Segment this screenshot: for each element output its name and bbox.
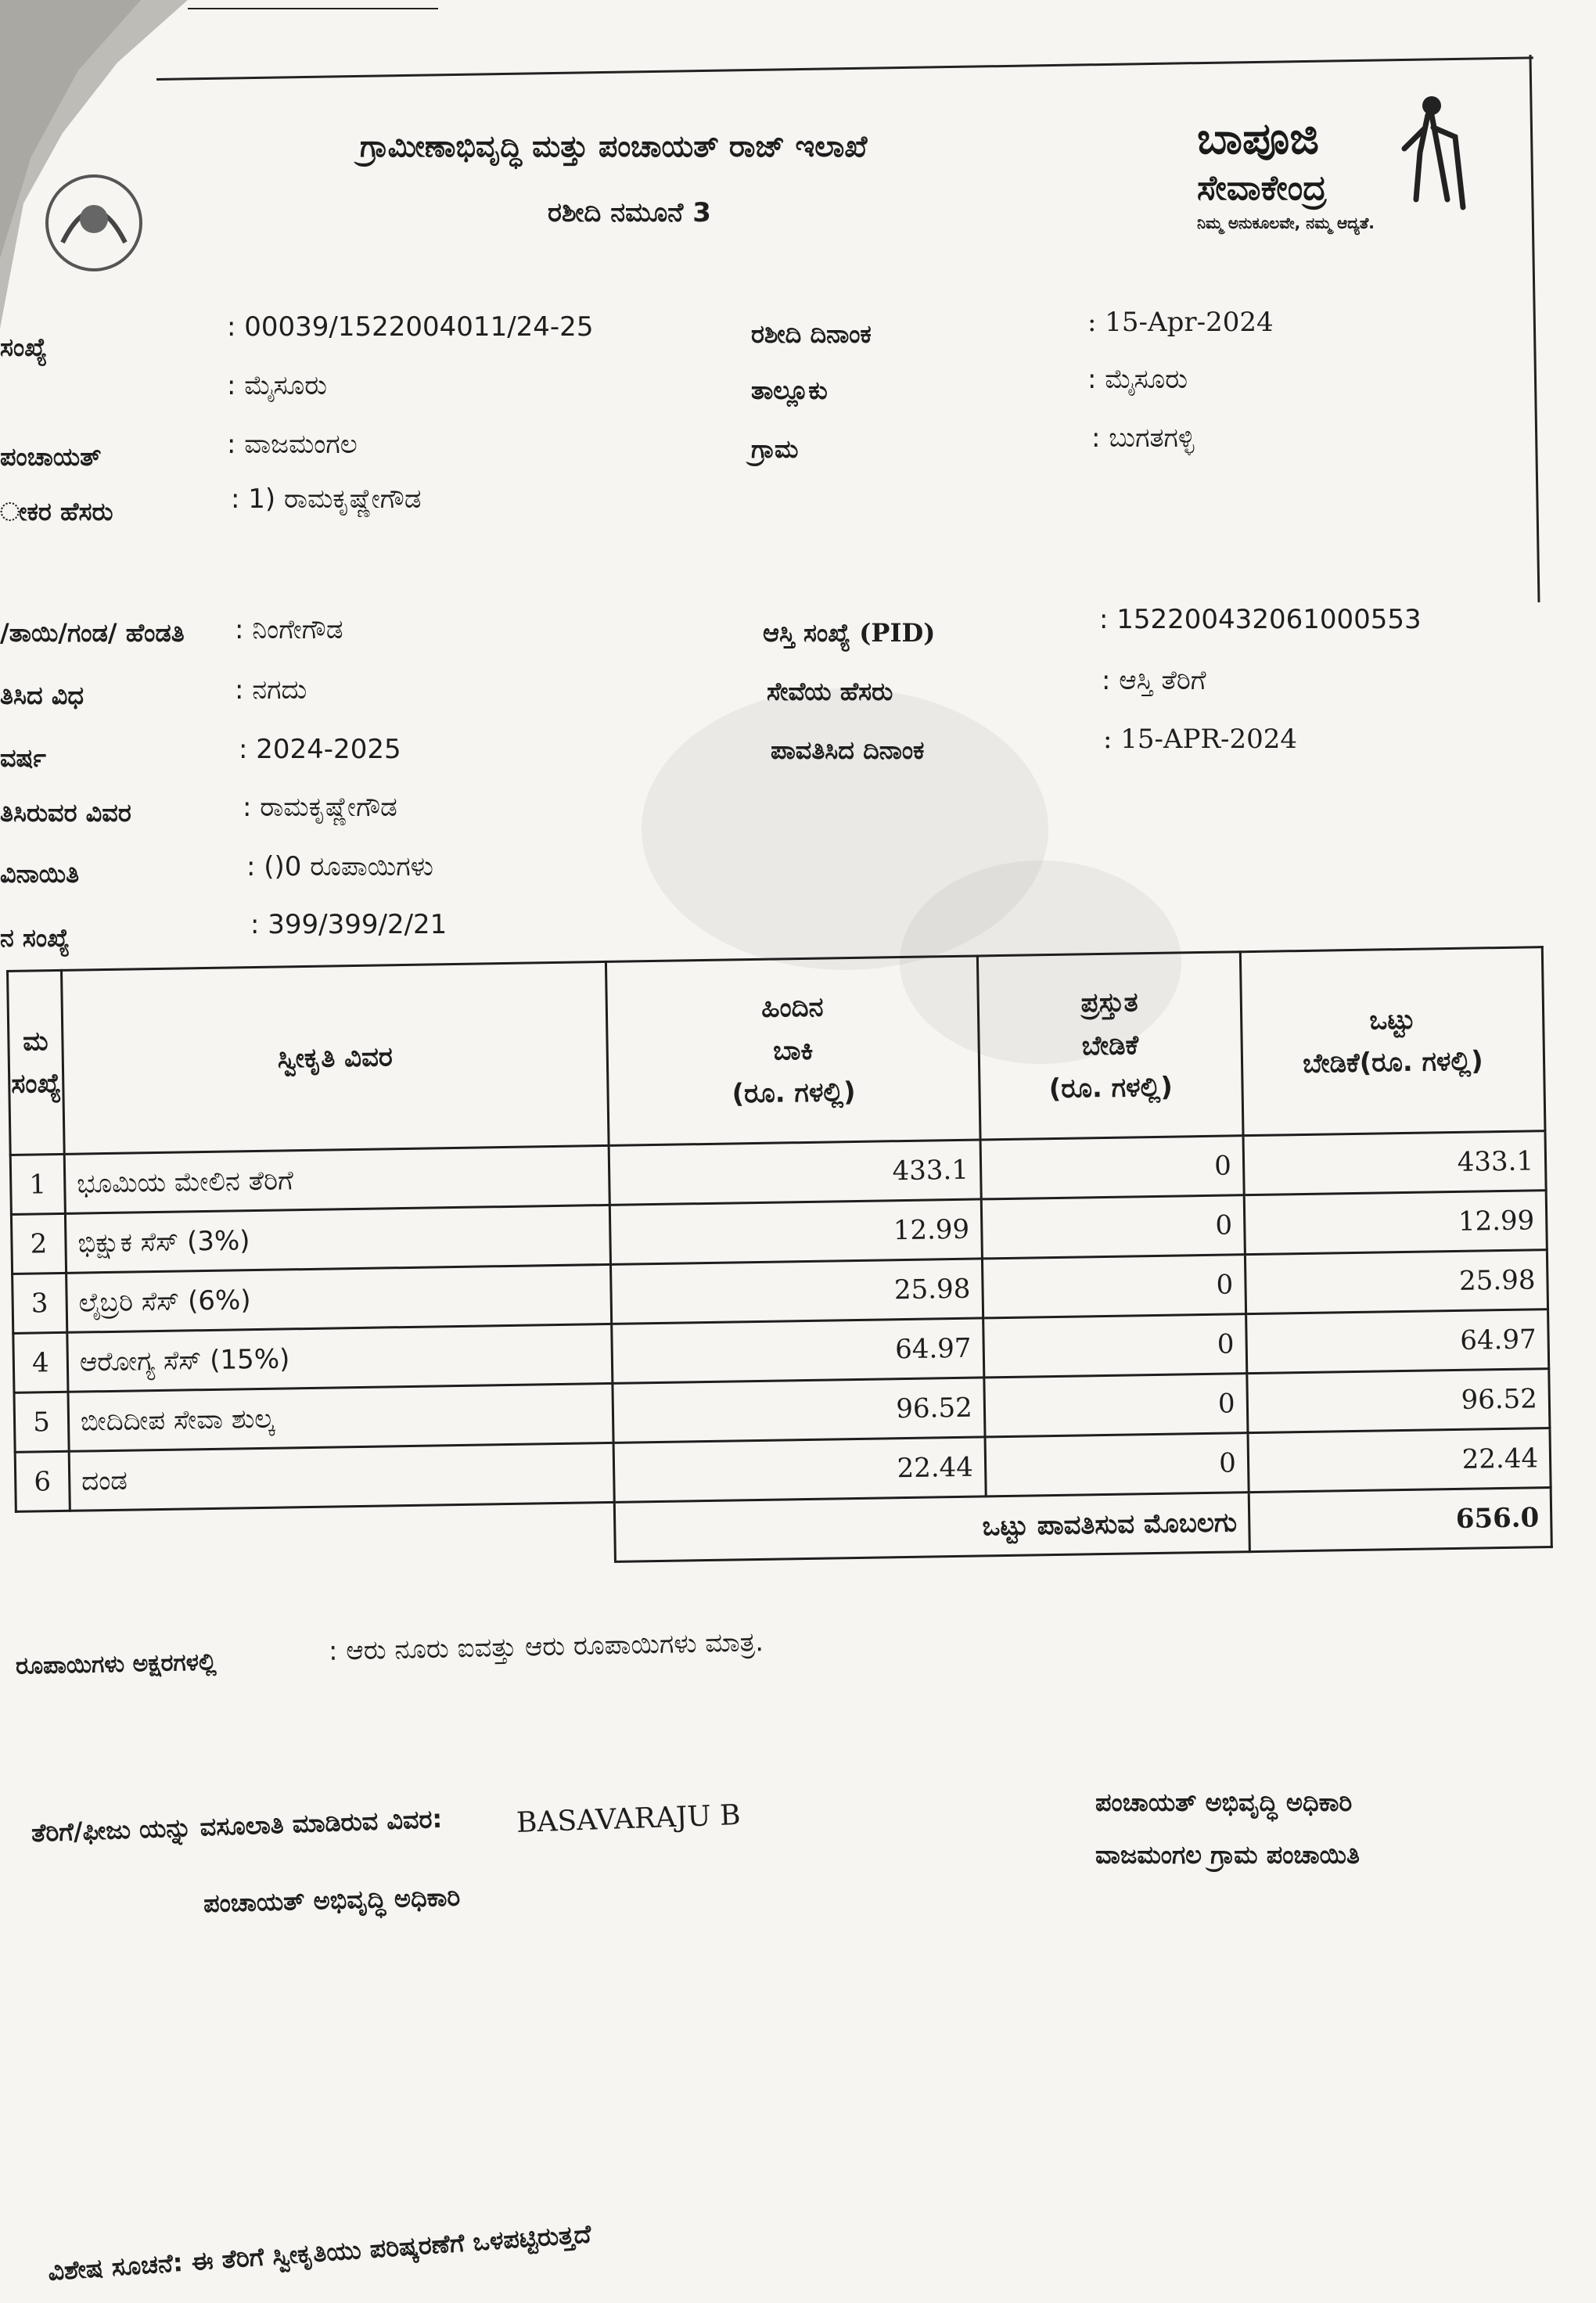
service-name-label: ಸೇವೆಯ ಹೆಸರು xyxy=(767,677,893,706)
payer-details-label: ತಿಸಿರುವರ ವಿವರ xyxy=(0,798,131,828)
row-current: 0 xyxy=(985,1433,1249,1496)
row-total: 64.97 xyxy=(1246,1310,1548,1374)
total-value: 656.0 xyxy=(1249,1488,1551,1552)
payer-name-value: : 1) ರಾಮಕೃಷ್ಣೇಗೌಡ xyxy=(231,483,422,515)
fee-table xyxy=(6,946,1553,1572)
row-current: 0 xyxy=(982,1255,1246,1318)
footer-note: ವಿಶೇಷ ಸೂಚನೆ: ಈ ತೆರಿಗೆ ಸ್ವೀಕೃತಿಯು ಪರಿಷ್ಕರಣೆಗೆ ಒಳಪಟ್ಟಿರುತ್ತದೆ xyxy=(47,2219,592,2287)
row-description: ಭೂಮಿಯ ಮೇಲಿನ ತೆರಿಗೆ xyxy=(64,1145,609,1213)
taluk-label: ತಾಲ್ಲೂಕು xyxy=(751,375,828,405)
row-serial: 3 xyxy=(13,1273,67,1333)
bapuji-logo xyxy=(1189,90,1471,246)
payer-name-label: ೕಕರ ಹೆಸರು xyxy=(0,497,113,526)
row-current: 0 xyxy=(984,1374,1248,1437)
table-header-row xyxy=(8,947,1545,1155)
pid-value: : 152200432061000553 xyxy=(1099,604,1422,635)
payment-date-label: ಪಾವತಿಸಿದ ದಿನಾಂಕ xyxy=(771,735,925,765)
payment-date-value: : 15-APR-2024 xyxy=(1103,724,1298,755)
row-description: ಭಿಕ್ಷುಕ ಸೆಸ್ (3%) xyxy=(65,1205,610,1273)
row-current: 0 xyxy=(983,1314,1246,1378)
row-serial: 6 xyxy=(15,1451,70,1511)
border-stub xyxy=(188,8,438,9)
row-total: 433.1 xyxy=(1243,1131,1546,1195)
receipt-number-value: : 00039/1522004011/24-25 xyxy=(227,311,594,343)
row-previous: 96.52 xyxy=(613,1378,985,1443)
row-total: 96.52 xyxy=(1247,1369,1550,1433)
panchayat-label: ಪಂಚಾಯತ್ xyxy=(0,442,102,472)
department-title: ಗ್ರಾಮೀಣಾಭಿವೃದ್ಧಿ ಮತ್ತು ಪಂಚಾಯತ್ ರಾಜ್ ಇಲಾಖೆ xyxy=(360,129,868,163)
row-previous: 25.98 xyxy=(611,1259,983,1324)
row-previous: 433.1 xyxy=(609,1140,981,1205)
payment-mode-value: : ನಗದು xyxy=(235,674,307,706)
payment-mode-label: ತಿಸಿದ ವಿಧ xyxy=(0,681,84,710)
signatory-office: ವಾಜಮಂಗಲ ಗ್ರಾಮ ಪಂಚಾಯಿತಿ xyxy=(1095,1840,1360,1870)
row-total: 12.99 xyxy=(1244,1191,1547,1255)
year-value: : 2024-2025 xyxy=(239,734,401,765)
logo-line2: ಸೇವಾಕೇಂದ್ರ xyxy=(1197,168,1327,208)
row-description: ಬೀದಿದೀಪ ಸೇವಾ ಶುಲ್ಕ xyxy=(68,1383,613,1451)
emblem-icon xyxy=(31,156,156,289)
amount-words-value: : ಆರು ನೂರು ಐವತ್ತು ಆರು ರೂಪಾಯಿಗಳು ಮಾತ್ರ. xyxy=(328,1626,764,1667)
village-value: : ಬುಗತಗಳ್ಳಿ xyxy=(1091,422,1195,454)
row-total: 25.98 xyxy=(1245,1250,1547,1314)
logo-line1: ಬಾಪೂಜಿ xyxy=(1197,113,1319,164)
year-label: ವರ್ಷ xyxy=(0,743,46,773)
logo-tagline: ನಿಮ್ಮ ಅನುಕೂಲವೇ, ನಮ್ಮ ಆದ್ಯತೆ. xyxy=(1197,214,1375,232)
border-top xyxy=(156,56,1533,81)
amount-words-label: ರೂಪಾಯಿಗಳು ಅಕ್ಷರಗಳಲ್ಲಿ xyxy=(15,1648,217,1680)
col-header-serial: ಮ ಸಂಖ್ಯೆ xyxy=(8,970,65,1155)
relation-label: /ತಾಯಿ/ಗಂಡ/ ಹೆಂಡತಿ xyxy=(0,618,185,648)
row-description: ಲೈಬ್ರರಿ ಸೆಸ್ (6%) xyxy=(66,1264,612,1332)
col-header-current-demand: ಪ್ರಸ್ತುತ ಬೇಡಿಕೆ (ರೂ. ಗಳಲ್ಲಿ) xyxy=(977,952,1243,1140)
row-description: ದಂಡ xyxy=(69,1443,614,1511)
receipt-number-label: ಸಂಖ್ಯೆ xyxy=(0,332,48,362)
row-serial: 1 xyxy=(10,1154,65,1214)
pid-label: ಆಸ್ತಿ ಸಂಖ್ಯೆ (PID) xyxy=(763,618,936,648)
row-serial: 4 xyxy=(13,1332,68,1392)
col-header-previous-balance: ಹಿಂದಿನ ಬಾಕಿ (ರೂ. ಗಳಲ್ಲಿ) xyxy=(606,956,980,1145)
district-value: : ಮೈಸೂರು xyxy=(227,370,328,401)
payer-details-value: : ರಾಮಕೃಷ್ಣೇಗೌಡ xyxy=(243,792,397,823)
row-current: 0 xyxy=(981,1195,1245,1259)
collector-designation: ಪಂಚಾಯತ್ ಅಭಿವೃದ್ಧಿ ಅಧಿಕಾರಿ xyxy=(203,1881,461,1919)
row-previous: 64.97 xyxy=(612,1318,984,1383)
panchayat-value: : ವಾಜಮಂಗಲ xyxy=(227,429,358,460)
signatory-designation: ಪಂಚಾಯತ್ ಅಭಿವೃದ್ಧಿ ಅಧಿಕಾರಿ xyxy=(1095,1787,1353,1817)
total-label: ಒಟ್ಟು ಪಾವತಿಸುವ ಮೊಬಲಗು xyxy=(615,1493,1250,1562)
row-serial: 5 xyxy=(14,1392,69,1452)
receipt-date-value: : 15-Apr-2024 xyxy=(1087,307,1274,338)
row-description: ಆರೋಗ್ಯ ಸೆಸ್ (15%) xyxy=(67,1324,613,1392)
receipt-date-label: ರಶೀದಿ ದಿನಾಂಕ xyxy=(751,319,872,349)
row-previous: 22.44 xyxy=(613,1437,986,1502)
taluk-value: : ಮೈಸೂರು xyxy=(1087,364,1188,395)
exemption-label: ವಿನಾಯಿತಿ xyxy=(0,859,80,889)
row-total: 22.44 xyxy=(1248,1428,1551,1493)
relation-value: : ನಿಂಗೇಗೌಡ xyxy=(235,614,343,645)
village-label: ಗ್ರಾಮ xyxy=(751,434,799,464)
property-number-value: : 399/399/2/21 xyxy=(250,909,448,940)
row-previous: 12.99 xyxy=(610,1199,983,1264)
property-number-label: ನ ಸಂಖ್ಯೆ xyxy=(0,923,70,953)
col-header-total-demand: ಒಟ್ಟು ಬೇಡಿಕೆ(ರೂ. ಗಳಲ್ಲಿ) xyxy=(1240,947,1545,1136)
collector-name: BASAVARAJU B xyxy=(516,1799,742,1839)
gandhi-figure-icon xyxy=(1385,90,1471,215)
row-current: 0 xyxy=(980,1136,1244,1199)
col-header-description: ಸ್ವೀಕೃತಿ ವಿವರ xyxy=(61,961,609,1154)
collector-label: ತೆರಿಗೆ/ಫೀಜು ಯನ್ನು ವಸೂಲಾತಿ ಮಾಡಿರುವ ವಿವರ: xyxy=(31,1803,443,1849)
row-serial: 2 xyxy=(11,1213,66,1274)
service-name-value: : ಆಸ್ತಿ ತೆರಿಗೆ xyxy=(1102,665,1206,696)
form-title: ರಶೀದಿ ನಮೂನೆ 3 xyxy=(548,197,711,228)
border-right xyxy=(1530,55,1540,602)
exemption-value: : ()0 ರೂಪಾಯಿಗಳು xyxy=(246,851,433,882)
total-row-blank xyxy=(16,1502,615,1571)
